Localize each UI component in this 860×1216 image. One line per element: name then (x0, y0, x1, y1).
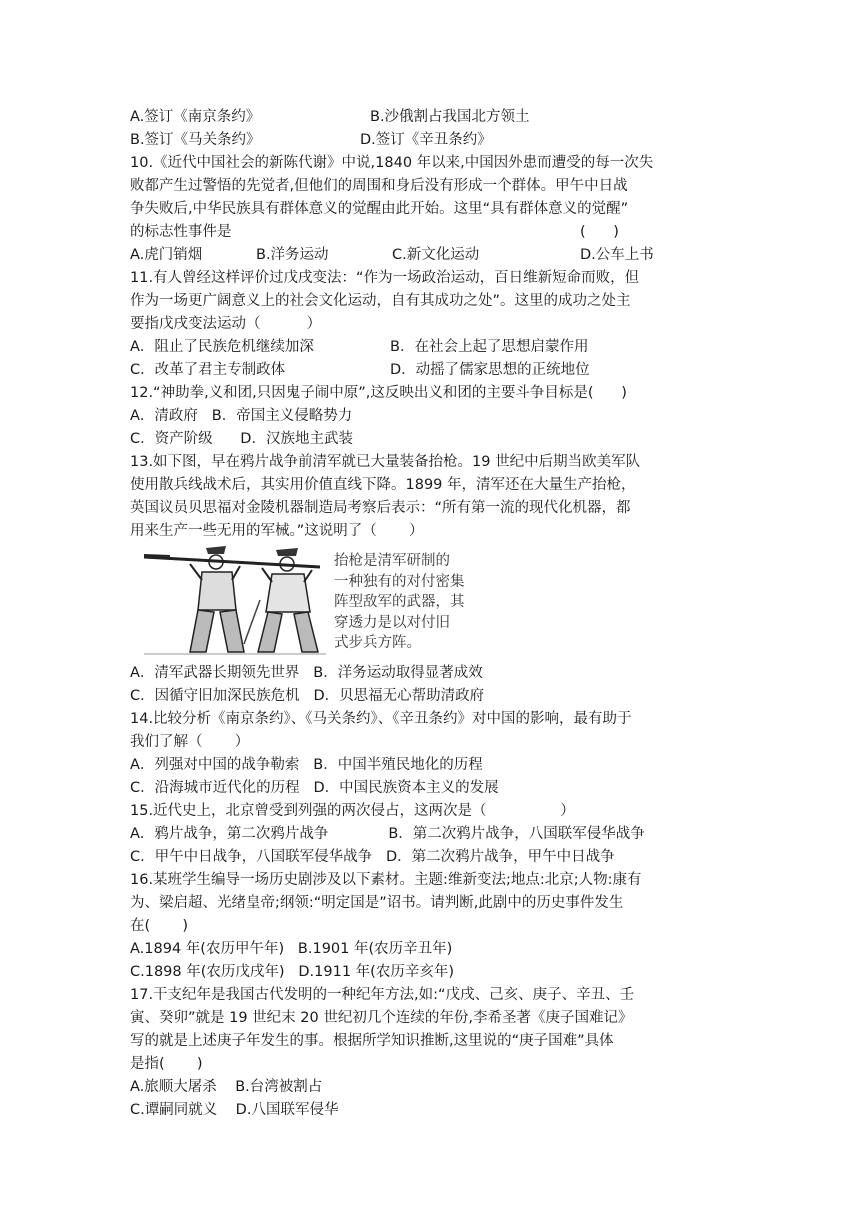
q13-options-row: C．因循守旧加深民族危机 D．贝思福无心帮助清政府 (130, 688, 485, 704)
q10-stem-line: 败都产生过警悟的先觉者,但他们的周围和身后没有形成一个群体。甲午中日战 (130, 178, 628, 194)
q17-stem-line: 写的就是上述庚子年发生的事。根据所学知识推断,这里说的“庚子国难”具体 (130, 1033, 614, 1049)
q14-options-row: C．沿海城市近代化的历程 D．中国民族资本主义的发展 (130, 780, 499, 796)
q16-stem-line: 16.某班学生编导一场历史剧涉及以下素材。主题:维新变法;地点:北京;人物:康有 (130, 872, 642, 888)
q9-option-a: A.签订《南京条约》 (130, 109, 261, 125)
q11-option-c: C．改革了君主专制政体 (130, 362, 286, 378)
q10-stem-line: 的标志性事件是 (130, 224, 232, 240)
caption-line: 式步兵方阵。 (334, 635, 421, 651)
q11-option-a: A．阻止了民族危机继续加深 (130, 339, 314, 355)
q10-stem-line: 10.《近代中国社会的新陈代谢》中说,1840 年以来,中国因外患而遭受的每一次失 (130, 155, 654, 171)
q9-option-d: D.签订《辛丑条约》 (360, 132, 492, 148)
q9-option-b: B.沙俄割占我国北方领土 (370, 109, 530, 125)
q10-answer-bracket: ( ) (580, 224, 619, 240)
illustration-caption (334, 551, 504, 654)
q12-options-row: C．资产阶级 D．汉族地主武装 (130, 431, 353, 447)
q16-stem-line: 为、梁启超、光绪皇帝;纲领:“明定国是”诏书。请判断,此剧中的历史事件发生 (130, 895, 624, 911)
q15-options-row: C．甲午中日战争，八国联军侵华战争 D．第二次鸦片战争，甲午中日战争 (130, 849, 615, 865)
q16-stem-line: 在( ) (130, 918, 189, 934)
q13-stem-line: 英国议员贝思福对金陵机器制造局考察后表示：“所有第一流的现代化机器，都 (130, 500, 631, 516)
q11-stem-line: 要指戊戌变法运动（ ） (130, 316, 322, 332)
q15-stem: 15.近代史上，北京曾受到列强的两次侵占，这两次是（ ） (130, 803, 575, 819)
q10-option-a: A.虎门销烟 (130, 247, 203, 263)
q11-stem-line: 作为一场更广阔意义上的社会文化运动，自有其成功之处”。这里的成功之处主 (130, 293, 631, 309)
q13-stem-line: 用来生产一些无用的军械。”这说明了（ ） (130, 523, 424, 539)
q12-stem: 12.“神助拳,义和团,只因鬼子闹中原”,这反映出义和团的主要斗争目标是( ) (130, 385, 627, 401)
q17-options-row: A.旅顺大屠杀 B.台湾被割占 (130, 1079, 323, 1095)
q14-stem-line: 我们了解（ ） (130, 734, 250, 750)
soldiers-drawing (140, 540, 330, 658)
caption-line: 一种独有的对付密集 (334, 573, 465, 590)
q17-stem-line: 17.干支纪年是我国古代发明的一种纪年方法,如:“戊戌、己亥、庚子、辛丑、壬 (130, 987, 635, 1003)
caption-line: 阵型敌军的武器，其 (334, 594, 465, 610)
q10-option-b: B.洋务运动 (256, 247, 329, 263)
q13-options-row: A．清军武器长期领先世界 B．洋务运动取得显著成效 (130, 665, 483, 681)
q9-option-c: B.签订《马关条约》 (130, 132, 261, 148)
q17-options-row: C.谭嗣同就义 D.八国联军侵华 (130, 1102, 339, 1118)
q13-stem-line: 13.如下图，早在鸦片战争前清军就已大量装备抬枪。19 世纪中后期当欧美军队 (130, 454, 641, 470)
caption-line: 抬枪是清军研制的 (334, 553, 450, 569)
q17-stem-line: 寅、癸卯”就是 19 世纪末 20 世纪初几个连续的年份,李希圣著《庚子国难记》 (130, 1010, 633, 1026)
q17-stem-line: 是指( ) (130, 1056, 203, 1072)
q10-option-c: C.新文化运动 (392, 247, 480, 263)
caption-line: 穿透力是以对付旧 (334, 614, 450, 631)
q10-stem-line: 争失败后,中华民族具有群体意义的觉醒由此开始。这里“具有群体意义的觉醒” (130, 201, 629, 217)
q14-options-row: A．列强对中国的战争勒索 B．中国半殖民地化的历程 (130, 757, 483, 773)
q14-stem-line: 14.比较分析《南京条约》、《马关条约》、《辛丑条约》对中国的影响，最有助于 (130, 711, 632, 727)
q12-options-row: A．清政府 B．帝国主义侵略势力 (130, 408, 353, 424)
q15-options-row: A．鸦片战争，第二次鸦片战争 B．第二次鸦片战争，八国联军侵华战争 (130, 826, 645, 842)
q16-options-row: A.1894 年(农历甲午年) B.1901 年(农历辛丑年) (130, 941, 453, 957)
q13-stem-line: 使用散兵线战术后，其实用价值直线下降。1899 年，清军还在大量生产抬枪， (130, 477, 636, 493)
q11-option-d: D．动摇了儒家思想的正统地位 (390, 362, 590, 378)
q16-options-row: C.1898 年(农历戊戌年) D.1911 年(农历辛亥年) (130, 964, 454, 980)
q10-option-d: D.公车上书 (580, 247, 654, 263)
q11-option-b: B．在社会上起了思想启蒙作用 (390, 339, 589, 355)
q11-stem-line: 11.有人曾经这样评价过戊戌变法：“作为一场政治运动，百日维新短命而败，但 (130, 270, 640, 286)
